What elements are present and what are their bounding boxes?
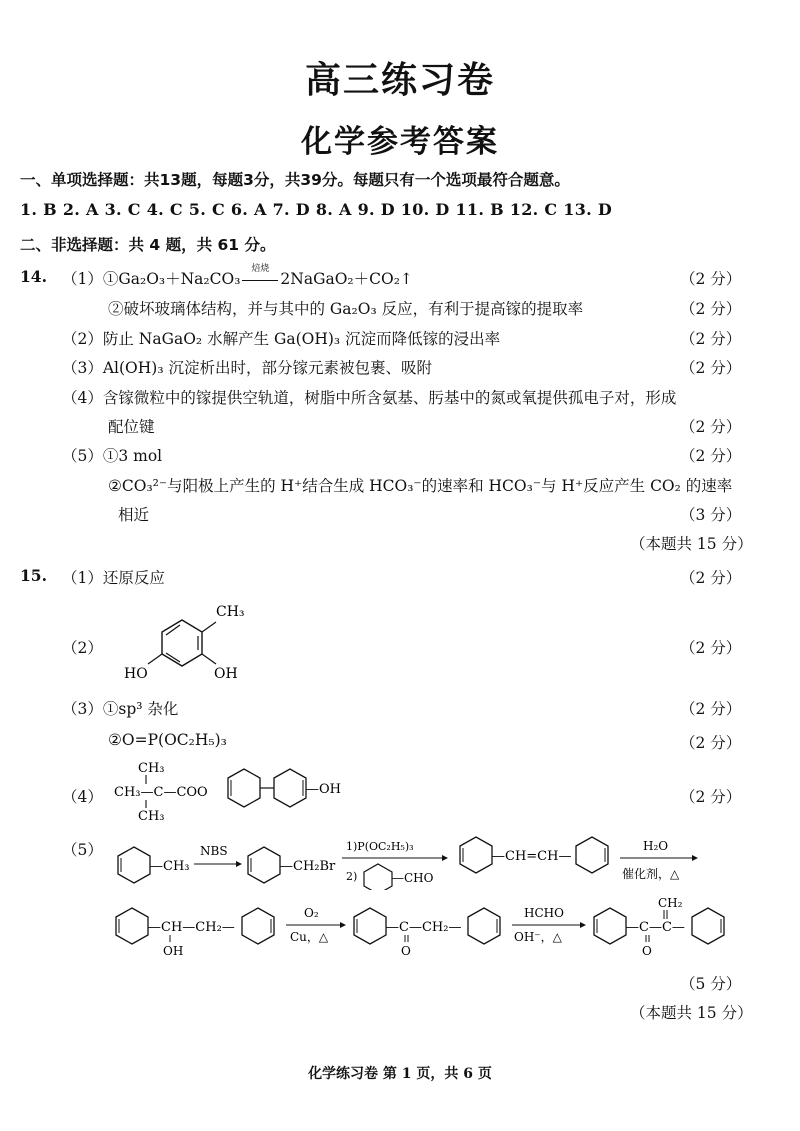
q15-route-row1 xyxy=(108,830,798,890)
q15-p1-score: （2 分） xyxy=(680,569,742,587)
q14-p4-line1: （4）含镓微粒中的镓提供空轨道，树脂中所含氨基、肟基中的氮或氧提供孤电子对，形成 xyxy=(62,389,677,407)
page-title: 高三练习卷 xyxy=(304,59,495,101)
q14-p5-2-line1: ②CO₃²⁻与阳极上产生的 H⁺结合生成 HCO₃⁻的速率和 HCO₃⁻与 H⁺反应产生 CO₂ 的速率 xyxy=(108,477,733,495)
q15-p1: （1）还原反应 xyxy=(62,569,165,587)
q14-p1-score: （2 分） xyxy=(680,270,742,288)
q14-p5-2-score: （3 分） xyxy=(680,506,742,524)
q15-p4: （4） xyxy=(62,788,103,806)
q15-p3-1: （3）①sp³ 杂化 xyxy=(62,700,179,718)
q14-p5-1: （5）①3 mol xyxy=(62,447,163,465)
route-r3b: 催化剂，△ xyxy=(622,867,680,881)
q14-p5-1-score: （2 分） xyxy=(680,447,742,465)
q15-p4-top-ch3: CH₃ xyxy=(138,761,165,776)
route-r2b-group: —CHO xyxy=(392,871,434,885)
route-r5b: OH⁻，△ xyxy=(514,930,562,944)
route-g6-o: O xyxy=(642,944,652,958)
page-subtitle: 化学参考答案 xyxy=(301,124,499,160)
q15-p2-ch3: CH₃ xyxy=(216,604,245,620)
q14-p2: （2）防止 NaGaO₂ 水解产生 Ga(OH)₃ 沉淀而降低镓的浸出率 xyxy=(62,330,501,348)
q14-p1-arrow xyxy=(240,264,280,288)
route-g4-oh: OH xyxy=(163,944,184,958)
q14-p1-condition: 焙烧 xyxy=(251,264,270,274)
route-r2a: 1)P(OC₂H₅)₃ xyxy=(346,840,414,853)
route-g1: —CH₃ xyxy=(150,859,190,874)
q14-p1-2: ②破坏玻璃体结构，并与其中的 Ga₂O₃ 反应，有利于提高镓的提取率 xyxy=(108,300,584,318)
q15-p2-ho: HO xyxy=(124,666,148,682)
q15-p3-1-score: （2 分） xyxy=(680,700,742,718)
q15-p2-score: （2 分） xyxy=(680,639,742,657)
route-r4b: Cu，△ xyxy=(290,930,329,944)
q14-label: 14. xyxy=(20,267,47,286)
q14-p1-formula xyxy=(62,264,413,289)
route-r4a: O₂ xyxy=(304,906,319,920)
q15-total: （本题共 15 分） xyxy=(630,1004,753,1022)
q14-p4-score: （2 分） xyxy=(680,418,742,436)
route-g4: —CH—CH₂— xyxy=(148,920,235,935)
q14-p3-score: （2 分） xyxy=(680,359,742,377)
q15-route-row2 xyxy=(108,895,798,963)
q15-p2-oh: OH xyxy=(214,666,238,682)
q15-p2: （2） xyxy=(62,639,103,657)
q14-p1-reactants: （1）①Ga₂O₃＋Na₂CO₃ xyxy=(62,270,241,288)
route-g5-o: O xyxy=(401,944,411,958)
route-g6: —C—C— xyxy=(626,920,685,935)
q14-p1-products: 2NaGaO₂＋CO₂↑ xyxy=(280,270,413,288)
q14-p4-line2: 配位键 xyxy=(108,418,155,436)
section2-heading: 二、非选择题：共 4 题，共 61 分。 xyxy=(20,236,276,254)
q14-p3: （3）Al(OH)₃ 沉淀析出时，部分镓元素被包裹、吸附 xyxy=(62,359,432,377)
q15-p4-oh: —OH xyxy=(306,782,341,797)
route-r2b: 2) xyxy=(346,870,358,883)
q15-p4-score: （2 分） xyxy=(680,788,742,806)
route-g3: —CH=CH— xyxy=(492,849,572,864)
page-footer: 化学练习卷 第 1 页，共 6 页 xyxy=(308,1066,492,1082)
q15-p2-structure xyxy=(120,592,260,684)
route-r1: NBS xyxy=(200,844,228,858)
q14-p2-score: （2 分） xyxy=(680,330,742,348)
q15-p4-structure xyxy=(110,756,370,826)
q15-p3-2-score: （2 分） xyxy=(680,734,742,752)
section1-heading: 一、单项选择题：共13题，每题3分，共39分。每题只有一个选项最符合题意。 xyxy=(20,171,570,189)
route-g2: —CH₂Br xyxy=(280,859,336,874)
q15-p5-score: （5 分） xyxy=(680,975,742,993)
route-r5a: HCHO xyxy=(524,906,564,920)
q14-p5-2-line2: 相近 xyxy=(118,506,150,524)
q14-p1-2-score: （2 分） xyxy=(680,300,742,318)
route-g6-top: CH₂ xyxy=(658,896,683,910)
section1-answers: 1. B 2. A 3. C 4. C 5. C 6. A 7. D 8. A 9. D 10. D 11. B 12. C 13. D xyxy=(20,200,613,219)
route-g5: —C—CH₂— xyxy=(386,920,462,935)
route-r3a: H₂O xyxy=(643,839,669,853)
q14-total: （本题共 15 分） xyxy=(630,535,753,553)
q15-label: 15. xyxy=(20,566,47,585)
q15-p4-core: CH₃—C—COO xyxy=(114,785,208,800)
q15-p5: （5） xyxy=(62,841,103,859)
q15-p3-2: ②O=P(OC₂H₅)₃ xyxy=(108,731,227,749)
q15-p4-bottom-ch3: CH₃ xyxy=(138,809,165,824)
